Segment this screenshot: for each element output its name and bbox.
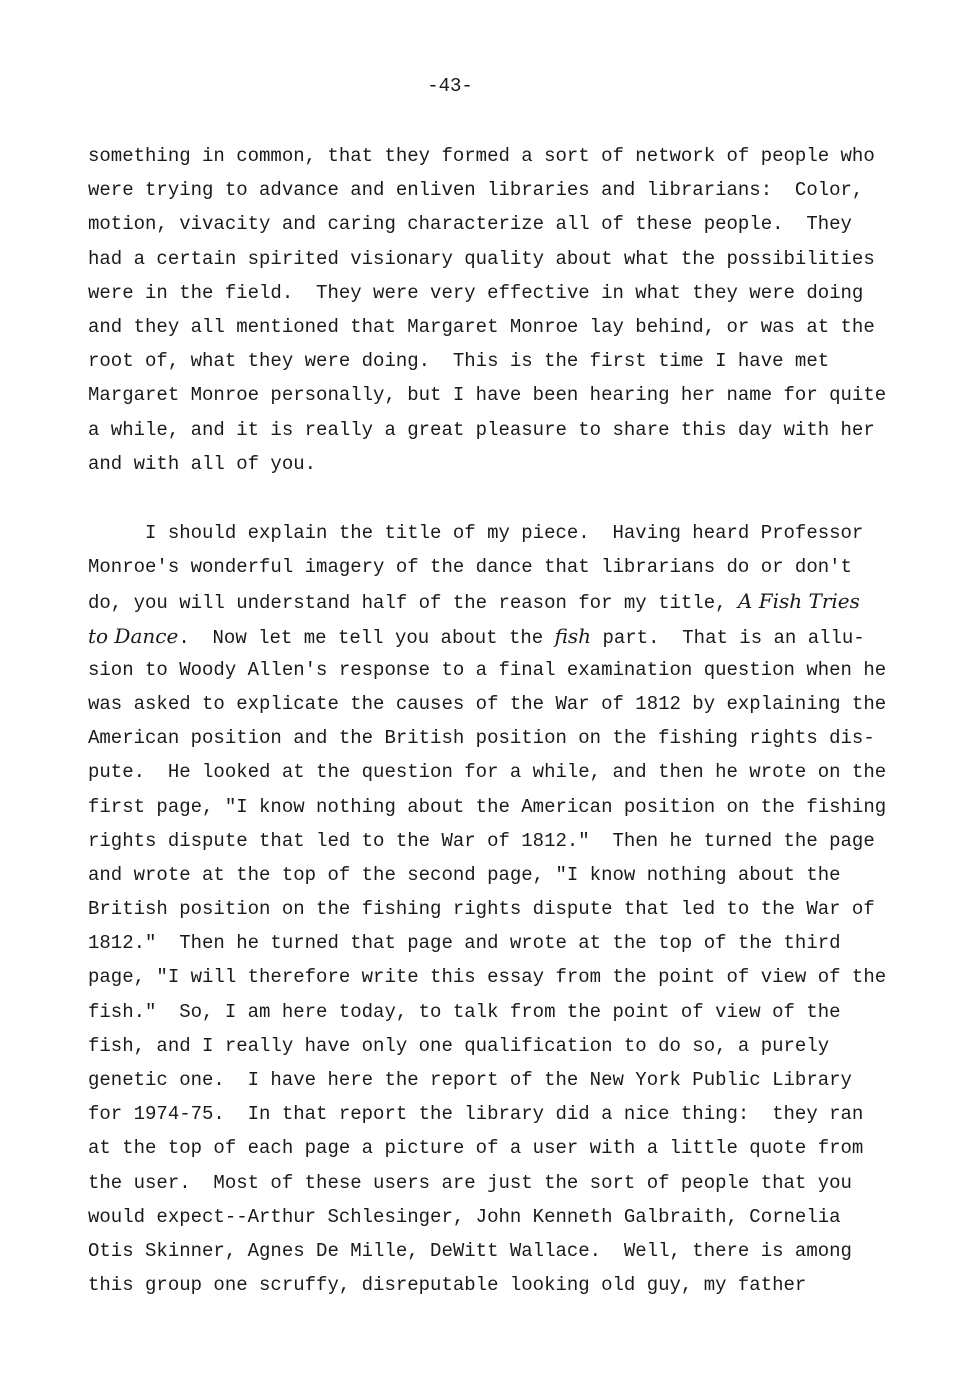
text-line: this group one scruffy, disreputable looking old guy, my father — [88, 1274, 807, 1297]
text-line: first page, "I know nothing about the American position on the fishing — [88, 795, 887, 818]
italic-title-segment: to Dance — [88, 623, 179, 648]
text-line: and wrote at the top of the second page, "I know nothing about the — [88, 863, 841, 886]
text-line: the user. Most of these users are just the sort of people that you — [88, 1171, 852, 1194]
page-number: -43- — [427, 75, 473, 97]
text-line: American position and the British position on the fishing rights dis- — [88, 727, 875, 750]
text-segment: part. That is an allu- — [591, 626, 865, 649]
text-line: were trying to advance and enliven libraries and librarians: Color, — [88, 179, 864, 202]
text-line: was asked to explicate the causes of the War of 1812 by explaining the — [88, 692, 887, 715]
text-line: I should explain the title of my piece. Having heard Professor — [88, 522, 864, 544]
text-line: root of, what they were doing. This is the first time I have met — [88, 350, 830, 373]
text-line: sion to Woody Allen's response to a final examination question when he — [88, 658, 887, 681]
text-line: Margaret Monroe personally, but I have been hearing her name for quite — [88, 384, 887, 407]
text-line: and with all of you. — [88, 452, 317, 475]
text-line: fish." So, I am here today, to talk from the point of view of the — [88, 1000, 841, 1023]
text-line — [88, 619, 908, 653]
text-line: pute. He looked at the question for a while, and then he wrote on the — [88, 761, 887, 784]
text-line: something in common, that they formed a sort of network of people who — [88, 145, 875, 167]
text-line: rights dispute that led to the War of 1812." Then he turned the page — [88, 829, 875, 852]
text-line: and they all mentioned that Margaret Monroe lay behind, or was at the — [88, 315, 875, 338]
text-line: page, "I will therefore write this essay from the point of view of the — [88, 966, 887, 989]
text-line: for 1974-75. In that report the library did a nice thing: they ran — [88, 1103, 864, 1126]
text-line: genetic one. I have here the report of the New York Public Library — [88, 1069, 852, 1091]
text-line: fish, and I really have only one qualification to do so, a purely — [88, 1034, 830, 1057]
text-line: were in the field. They were very effective in what they were doing — [88, 281, 864, 304]
text-line: Monroe's wonderful imagery of the dance that librarians do or don't — [88, 556, 852, 579]
text-line: at the top of each page a picture of a user with a little quote from — [88, 1137, 864, 1160]
text-line: had a certain spirited visionary quality about what the possibilities — [88, 247, 875, 270]
italic-title-segment: A Fish Tries — [737, 589, 860, 614]
text-segment: do, you will understand half of the reason for my title, — [88, 592, 738, 615]
text-line: 1812." Then he turned that page and wrote at the top of the third — [88, 932, 841, 955]
text-line: British position on the fishing rights dispute that led to the War of — [88, 898, 875, 921]
text-segment: . Now let me tell you about the — [178, 626, 555, 649]
text-line — [88, 584, 908, 618]
text-line: motion, vivacity and caring characterize all of these people. They — [88, 213, 852, 236]
italic-word-segment: fish — [554, 623, 592, 648]
paragraph-2 — [88, 516, 908, 1302]
text-line: Otis Skinner, Agnes De Mille, DeWitt Wallace. Well, there is among — [88, 1239, 852, 1262]
text-line: a while, and it is really a great pleasure to share this day with her — [88, 418, 875, 441]
text-line: would expect--Arthur Schlesinger, John Kenneth Galbraith, Cornelia — [88, 1205, 841, 1228]
paragraph-1 — [88, 139, 908, 481]
